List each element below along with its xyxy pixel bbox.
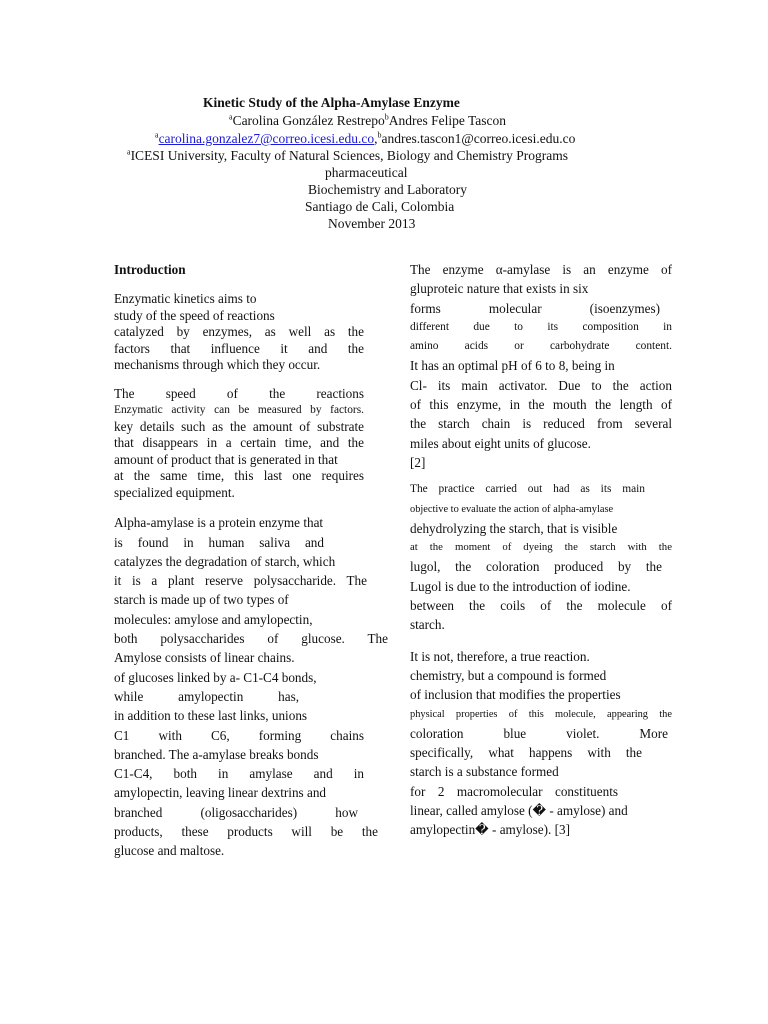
- text-line: catalyzed by enzymes, as well as the: [114, 324, 364, 340]
- affiliation-text: ICESI University, Faculty of Natural Sciences, Biology and Chemistry Programs: [130, 148, 568, 163]
- text-line: glucose and maltose.: [114, 843, 225, 859]
- text-line: at the same time, this last one requires: [114, 468, 364, 484]
- text-line: Alpha-amylase is a protein enzyme that: [114, 515, 324, 531]
- text-line: different due to its composition in: [410, 320, 672, 333]
- spacer: [114, 501, 364, 513]
- city-line: Santiago de Cali, Colombia: [305, 199, 455, 214]
- text-line: of inclusion that modifies the properties: [410, 687, 621, 703]
- text-line: It is not, therefore, a true reaction.: [410, 648, 590, 664]
- text-line: catalyzes the degradation of starch, which: [114, 553, 336, 569]
- author2-superscript: b: [384, 112, 389, 122]
- text-line: forms molecular (isoenzymes): [410, 300, 660, 316]
- text-line: starch is a substance formed: [410, 764, 559, 780]
- text-line: It has an optimal pH of 6 to 8, being in: [410, 358, 615, 374]
- text-line: molecules: amylose and amylopectin,: [114, 611, 313, 627]
- text-line: specialized equipment.: [114, 484, 235, 500]
- text-line: coloration blue violet. More: [410, 725, 668, 741]
- paper-title: Kinetic Study of the Alpha-Amylase Enzyme: [203, 95, 460, 110]
- spacer: [410, 635, 672, 647]
- text-line: starch is made up of two types of: [114, 592, 289, 608]
- text-line: The speed of the reactions: [114, 385, 364, 401]
- text-line: objective to evaluate the action of alpha-amylase: [410, 503, 614, 515]
- text-line: C1 with C6, forming chains: [114, 727, 364, 743]
- author1-name: Carolina González Restrepo: [232, 113, 385, 128]
- text-line: amylopectin, leaving linear dextrins and: [114, 785, 327, 801]
- spacer: [410, 472, 672, 480]
- author1-superscript: a: [229, 112, 233, 122]
- affiliation: [127, 147, 568, 164]
- authors: [229, 112, 506, 129]
- text-line: it is a plant reserve polysaccharide. The: [114, 573, 367, 589]
- paragraph-inclusion: [410, 647, 672, 840]
- affiliation-superscript: a: [127, 147, 131, 157]
- text-line: that disappears in a certain time, and the: [114, 435, 364, 451]
- citation-2: [2]: [410, 454, 426, 470]
- text-line: The enzyme α-amylase is an enzyme of: [410, 262, 672, 277]
- text-line: mechanisms through which they occur.: [114, 357, 321, 373]
- text-line: while amylopectin has,: [114, 688, 299, 704]
- text-line: factors that influence it and the: [114, 340, 364, 356]
- text-line: C1-C4, both in amylase and in: [114, 766, 364, 782]
- text-line: gluproteic nature that exists in six: [410, 281, 589, 297]
- emails: [155, 130, 575, 147]
- paragraph-enzyme-nature: [410, 260, 672, 472]
- text-line: key details such as the amount of substrate: [114, 418, 364, 434]
- text-line: study of the speed of reactions: [114, 307, 275, 323]
- text-line: Lugol is due to the introduction of iodine.: [410, 578, 631, 594]
- text-line: starch.: [410, 617, 445, 633]
- text-line: the starch chain is reduced from several: [410, 416, 672, 432]
- text-line: lugol, the coloration produced by the: [410, 559, 662, 575]
- text-line: amount of product that is generated in that: [114, 451, 338, 467]
- text-line: Enzymatic kinetics aims to: [114, 291, 257, 307]
- text-line: Amylose consists of linear chains.: [114, 650, 295, 666]
- right-column: [410, 260, 672, 840]
- text-line: miles about eight units of glucose.: [410, 435, 591, 451]
- paragraph-alpha-amylase: [114, 513, 388, 860]
- email-separator: ,: [374, 131, 378, 146]
- text-line: amino acids or carbohydrate content.: [410, 340, 672, 353]
- text-line: products, these products will be the: [114, 824, 378, 840]
- text-line: chemistry, but a compound is formed: [410, 667, 607, 683]
- text-line: of glucoses linked by a- C1-C4 bonds,: [114, 669, 317, 685]
- text-line: for 2 macromolecular constituents: [410, 783, 618, 799]
- spacer: [114, 374, 364, 386]
- text-line: branched. The a-amylase breaks bonds: [114, 746, 319, 762]
- author2-name: Andres Felipe Tascon: [388, 113, 507, 128]
- text-line: at the moment of dyeing the starch with the: [410, 541, 672, 554]
- paragraph-practice: [410, 480, 672, 634]
- text-line: between the coils of the molecule of: [410, 598, 672, 614]
- paragraph-speed: [114, 386, 364, 502]
- left-column: [114, 260, 388, 861]
- text-line: is found in human saliva and: [114, 534, 324, 550]
- text-line: dehydrolyzing the starch, that is visible: [410, 520, 618, 536]
- spacer: [114, 279, 364, 291]
- email2-text: andres.tascon1@correo.icesi.edu.co: [381, 131, 576, 146]
- text-line: The practice carried out had as its main: [410, 483, 645, 496]
- text-line: specifically, what happens with the: [410, 745, 642, 761]
- course-line: Biochemistry and Laboratory: [308, 182, 467, 197]
- email1-superscript: a: [155, 130, 159, 140]
- text-line: amylopectin� - amylose). [3]: [410, 822, 571, 838]
- email2-superscript: b: [377, 130, 382, 140]
- section-heading-introduction: Introduction: [114, 262, 186, 277]
- text-line: Enzymatic activity can be measured by factors.: [114, 404, 364, 417]
- email1-link[interactable]: carolina.gonzalez7@correo.icesi.edu.co: [158, 131, 375, 146]
- date-line: November 2013: [328, 216, 416, 231]
- paragraph-kinetics: [114, 291, 364, 374]
- program-line: pharmaceutical: [325, 165, 408, 180]
- text-line: of this enzyme, in the mouth the length of: [410, 397, 672, 413]
- text-line: in addition to these last links, unions: [114, 708, 308, 724]
- text-line: physical properties of this molecule, appearing the: [410, 708, 672, 720]
- text-line: both polysaccharides of glucose. The: [114, 631, 388, 647]
- text-line: branched (oligosaccharides) how: [114, 804, 358, 820]
- text-line: Cl- its main activator. Due to the action: [410, 377, 672, 393]
- text-line: linear, called amylose (� - amylose) and: [410, 803, 628, 819]
